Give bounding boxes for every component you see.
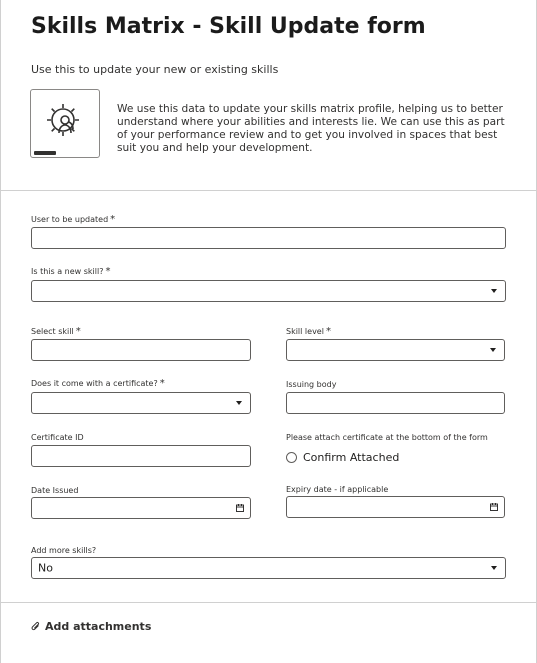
skill-level-select[interactable] (286, 339, 505, 361)
expiry-label: Expiry date - if applicable (286, 485, 389, 494)
certificate-label: Does it come with a certificate? * (31, 378, 165, 389)
new-skill-label: Is this a new skill? * (31, 266, 111, 277)
paperclip-icon (31, 621, 41, 632)
certificate-id-input[interactable] (31, 445, 251, 467)
date-issued-picker[interactable] (31, 497, 251, 519)
certificate-id-label: Certificate ID (31, 433, 84, 442)
more-skills-label: Add more skills? (31, 546, 97, 555)
skill-level-label: Skill level * (286, 326, 331, 337)
confirm-attached-label: Confirm Attached (303, 451, 400, 464)
attach-note-label: Please attach certificate at the bottom of the form (286, 433, 488, 442)
add-attachments-button[interactable] (31, 620, 151, 633)
confirm-attached-radio[interactable] (286, 452, 297, 463)
chevron-down-icon (491, 289, 497, 293)
select-skill-label: Select skill * (31, 326, 81, 337)
more-skills-select[interactable] (31, 557, 506, 579)
select-skill-input[interactable] (31, 339, 251, 361)
add-attachments-label: Add attachments (45, 620, 152, 633)
date-issued-label: Date Issued (31, 486, 79, 495)
more-skills-value: No (38, 561, 53, 575)
user-input[interactable] (31, 227, 506, 249)
issuing-body-input[interactable] (286, 392, 505, 414)
page-subtitle: Use this to update your new or existing skills (31, 63, 279, 76)
chevron-down-icon (491, 566, 497, 570)
chevron-down-icon (236, 401, 242, 405)
chevron-down-icon (490, 348, 496, 352)
certificate-select[interactable] (31, 392, 251, 414)
expiry-date-picker[interactable] (286, 496, 505, 518)
attachments-divider (1, 602, 536, 603)
page-title: Skills Matrix - Skill Update form (31, 14, 426, 39)
skills-gear-icon (43, 100, 87, 144)
form-logo (30, 89, 100, 158)
calendar-icon[interactable] (490, 503, 498, 511)
logo-tag (34, 151, 56, 155)
calendar-icon[interactable] (236, 504, 244, 512)
issuing-body-label: Issuing body (286, 380, 337, 389)
user-label: User to be updated * (31, 214, 116, 225)
form-description: We use this data to update your skills matrix profile, helping us to better understand where your abilities and interests lie. We can use this as part of your performance review and to get you involved in spaces that best suit you and help your development. (117, 103, 505, 154)
new-skill-select[interactable] (31, 280, 506, 302)
header-divider (1, 190, 536, 191)
